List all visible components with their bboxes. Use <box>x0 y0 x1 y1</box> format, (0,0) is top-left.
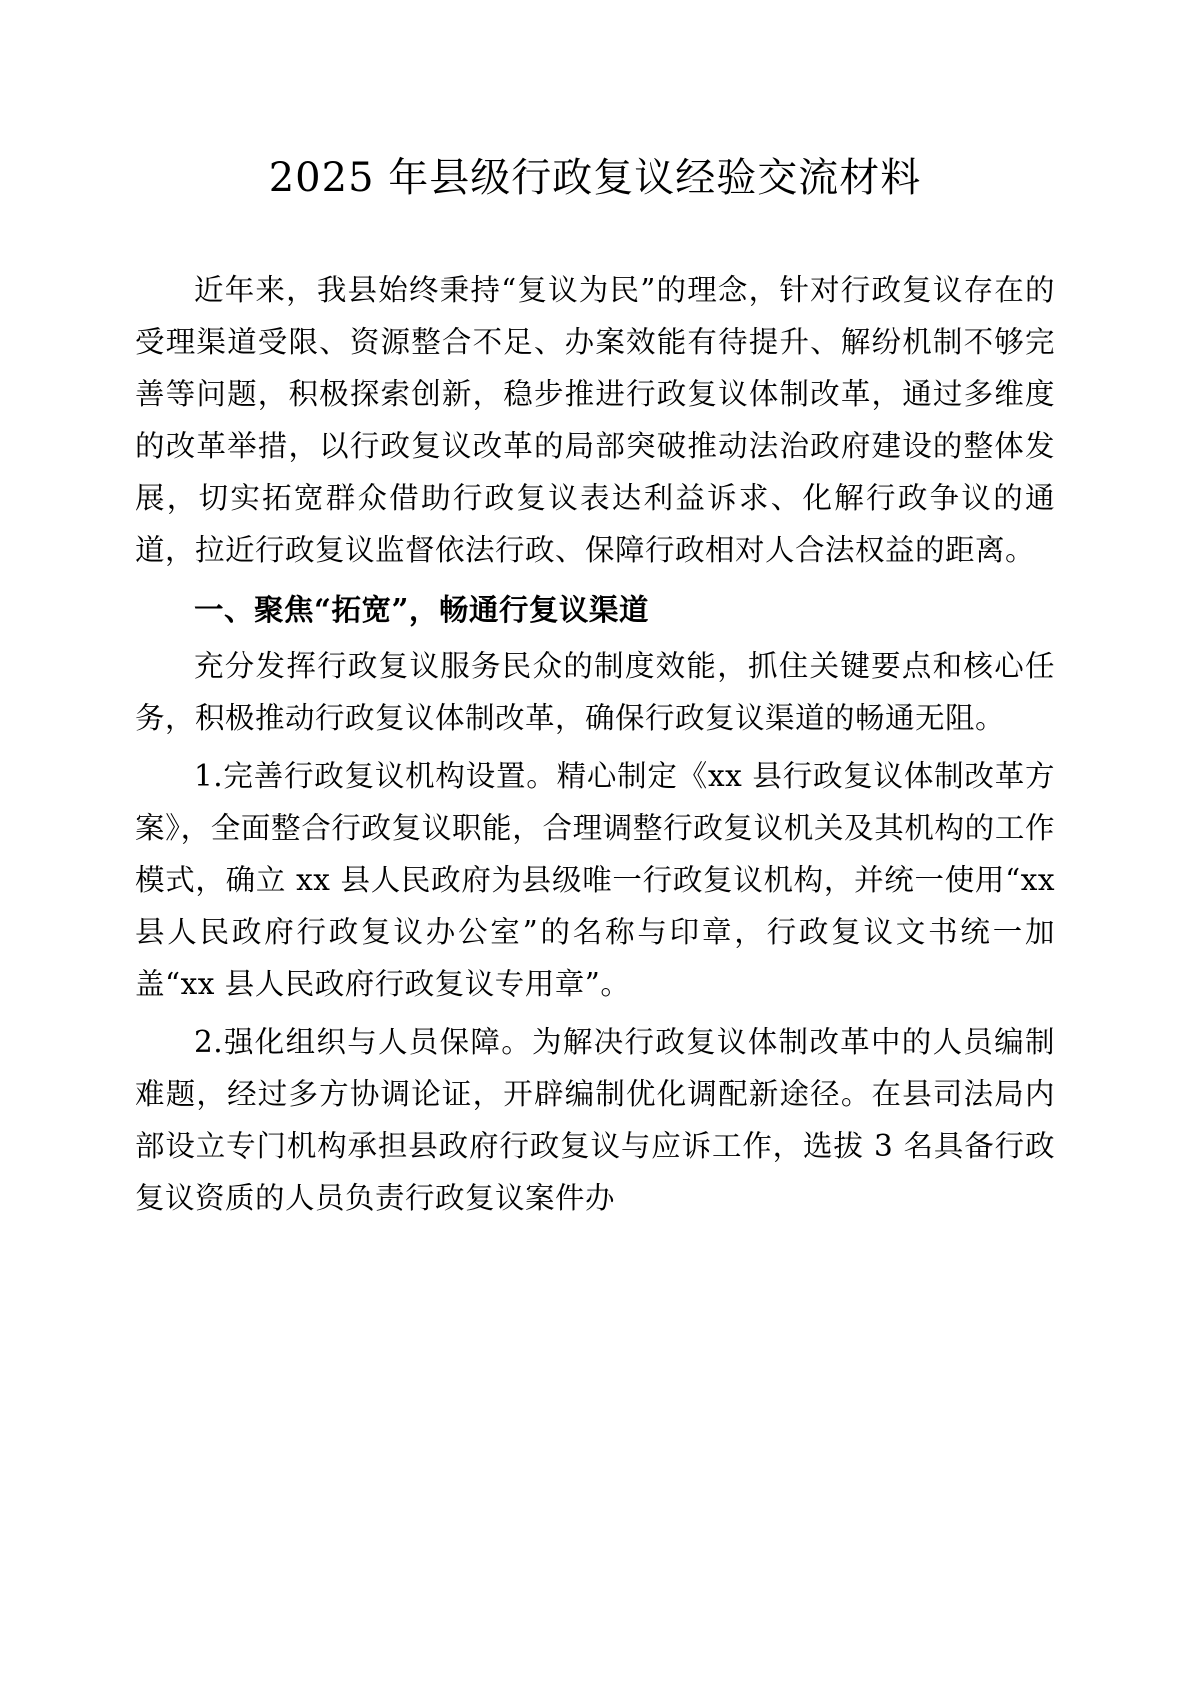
paragraph-item-2: 2.强化组织与人员保障。为解决行政复议体制改革中的人员编制难题，经过多方协调论证，开辟编制优化调配新途径。在县司法局内部设立专门机构承担县政府行政复议与应诉工作，选拔 3 名具备行政复议资质的人员负责行政复议案件办 <box>135 1025 1055 1215</box>
section-heading-1: 一、聚焦“拓宽”，畅通行复议渠道 <box>194 592 649 627</box>
paragraph-intro: 近年来，我县始终秉持“复议为民”的理念，针对行政复议存在的受理渠道受限、资源整合不足、办案效能有待提升、解纷机制不够完善等问题，积极探索创新，稳步推进行政复议体制改革，通过多维度的改革举措，以行政复议改革的局部突破推动法治政府建设的整体发展，切实拓宽群众借助行政复议表达利益诉求、化解行政争议的通道，拉近行政复议监督依法行政、保障行政相对人合法权益的距离。 <box>135 273 1055 567</box>
paragraph-section1-lead: 充分发挥行政复议服务民众的制度效能，抓住关键要点和核心任务，积极推动行政复议体制改革，确保行政复议渠道的畅通无阻。 <box>135 649 1055 735</box>
page-title: 2025 年县级行政复议经验交流材料 <box>268 155 922 201</box>
paragraph-item-1: 1.完善行政复议机构设置。精心制定《xx 县行政复议体制改革方案》，全面整合行政复议职能，合理调整行政复议机关及其机构的工作模式，确立 xx 县人民政府为县级唯一行政复议机构，并统一使用“xx 县人民政府行政复议办公室”的名称与印章，行政复议文书统一加盖“xx 县人民政府行政复议专用章”。 <box>135 759 1055 1001</box>
